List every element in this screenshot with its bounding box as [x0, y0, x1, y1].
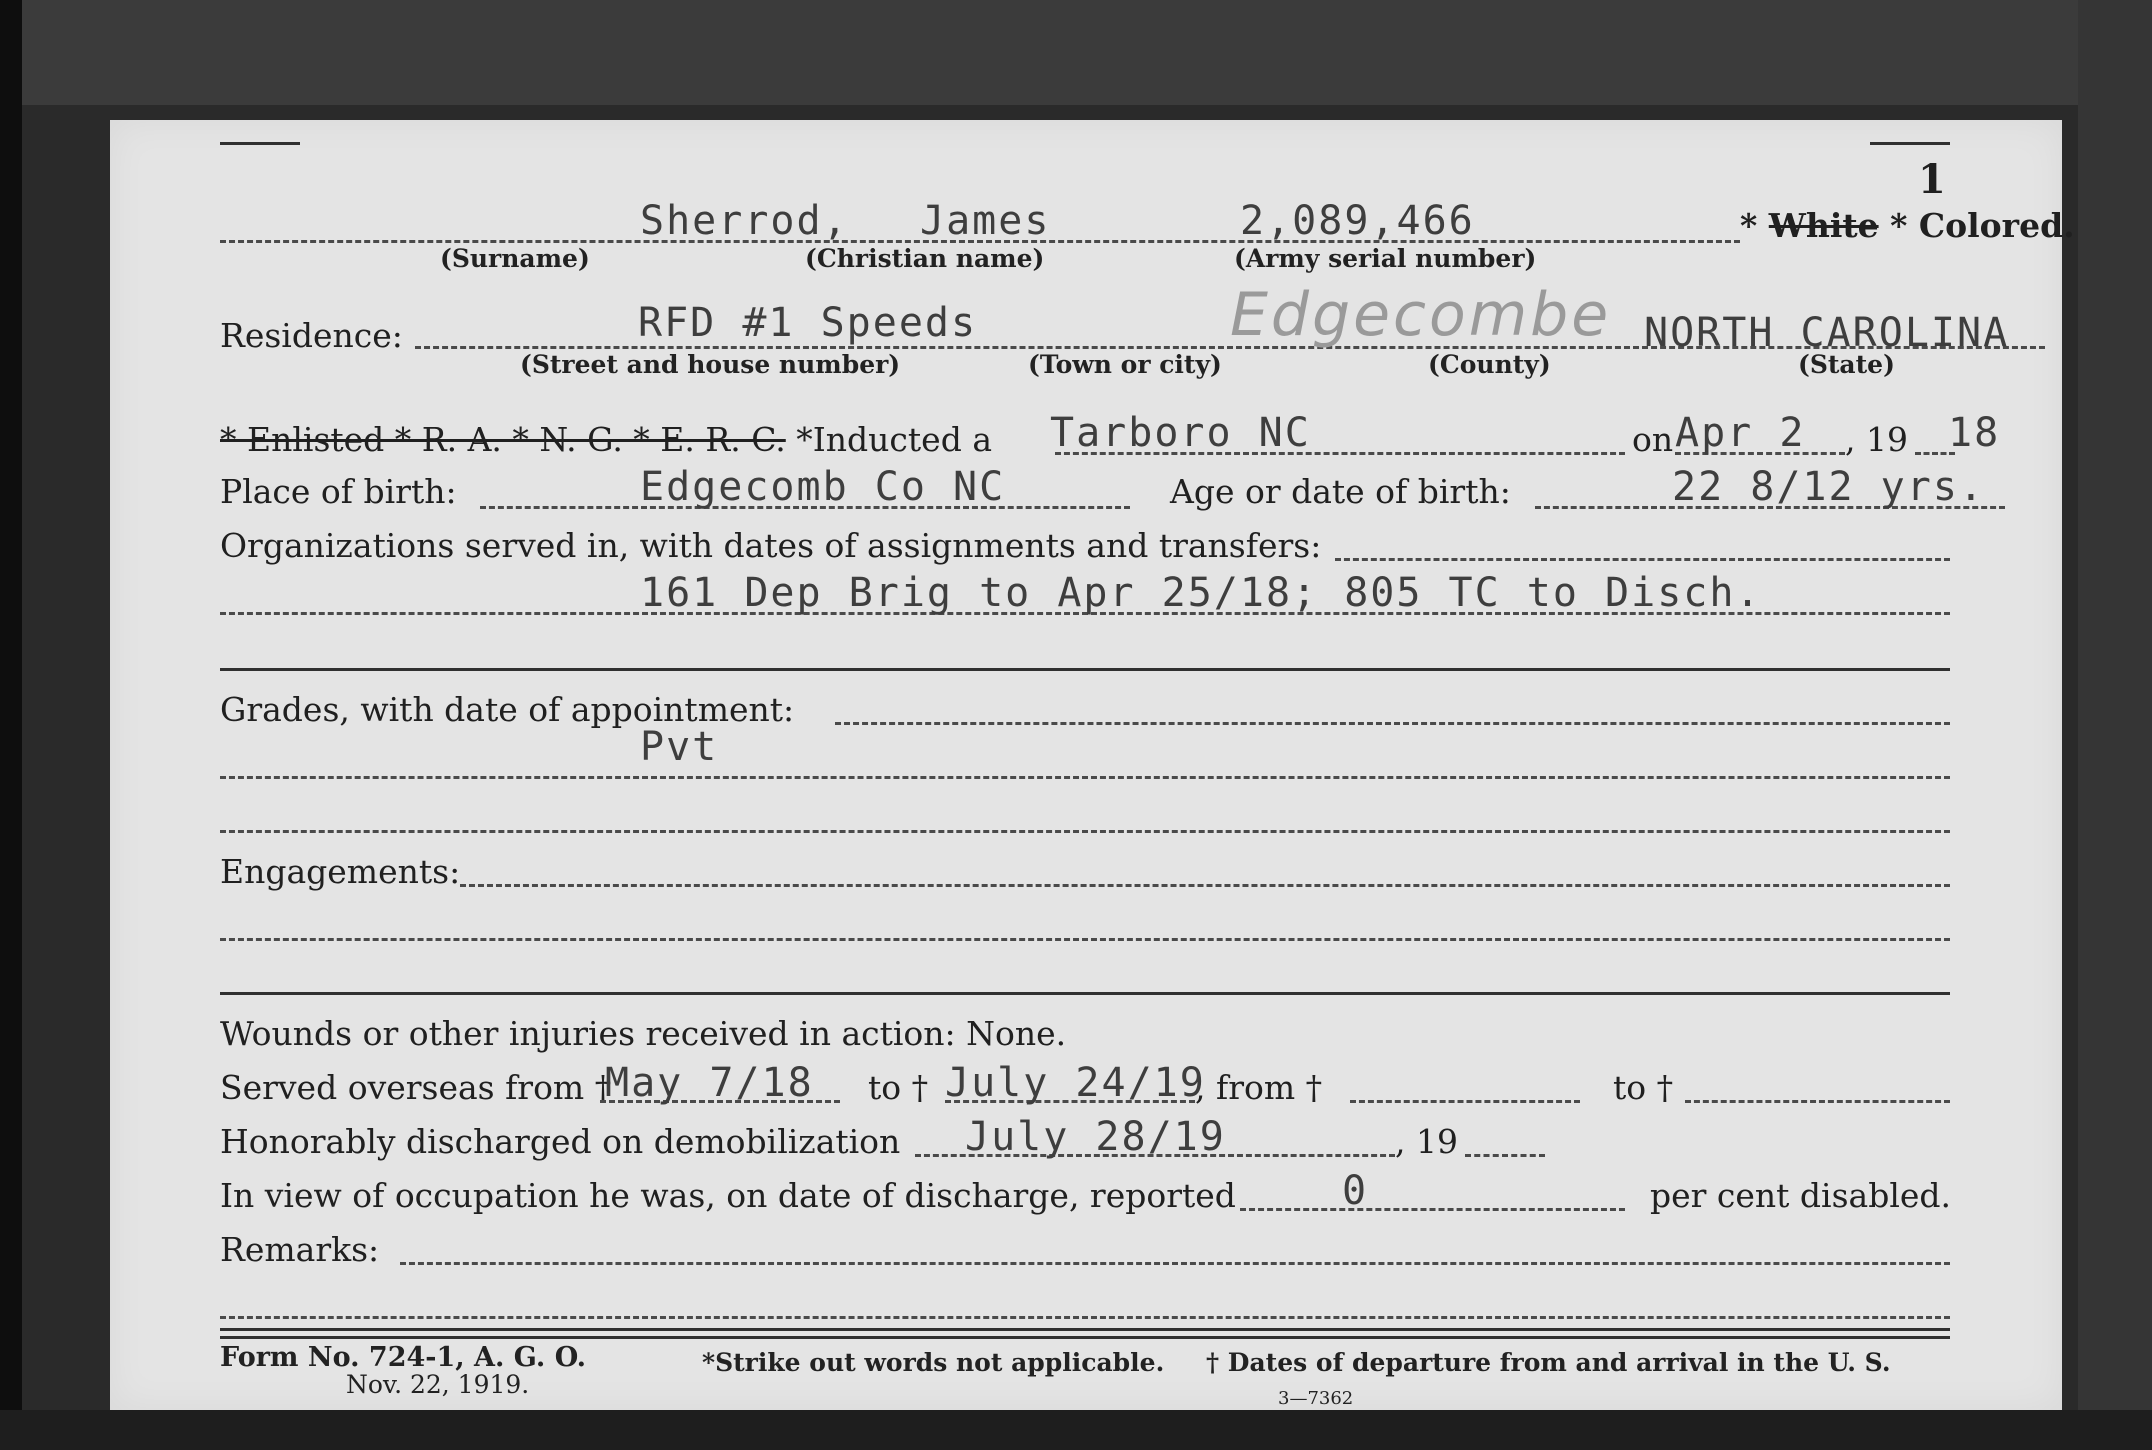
scanner-background-bottom [0, 1410, 2152, 1450]
grades-line-1 [835, 722, 1950, 725]
on-label: on [1632, 420, 1674, 459]
induction-date-typed: Apr 2 [1675, 410, 1806, 456]
age-label: Age or date of birth: [1170, 472, 1511, 511]
race-star-1: * [1740, 206, 1758, 245]
overseas-to-typed: July 24/19 [945, 1060, 1206, 1106]
inducted-place-typed: Tarboro NC [1050, 410, 1311, 456]
age-typed: 22 8/12 yrs. [1672, 464, 1985, 510]
organizations-typed: 161 Dep Brig to Apr 25/18; 805 TC to Disch. [640, 570, 1762, 616]
card-number: 1 [1918, 156, 1946, 203]
overseas-from-typed: May 7/18 [605, 1060, 814, 1106]
organizations-line-1 [1335, 558, 1950, 561]
residence-label: Residence: [220, 316, 403, 355]
race-colored: Colored. [1918, 206, 2075, 245]
overseas-to2-label: to † [1613, 1068, 1674, 1107]
christian-name-typed: James [920, 198, 1051, 244]
residence-state-typed: NORTH CAROLINA [1644, 310, 2010, 356]
organizations-label: Organizations served in, with dates of assignments and transfers: [220, 526, 1322, 565]
race-options [1740, 206, 2075, 245]
wounds-label: Wounds or other injuries received in action: None. [220, 1014, 1067, 1053]
state-caption: (State) [1798, 350, 1895, 379]
service-record-card [110, 120, 2075, 1410]
discharge-date-typed: July 28/19 [965, 1114, 1226, 1160]
residence-county-handwritten: Edgecombe [1230, 280, 1612, 350]
grades-line-3 [220, 830, 1950, 833]
enlistment-row [220, 420, 992, 459]
remarks-line-1 [400, 1262, 1950, 1265]
disability-line [1240, 1208, 1625, 1211]
place-of-birth-typed: Edgecomb Co NC [640, 464, 1006, 510]
print-code: 3—7362 [1278, 1388, 1354, 1409]
induction-year-label: , 19 [1845, 420, 1908, 459]
overseas-to2-line [1685, 1100, 1950, 1103]
discharge-label: Honorably discharged on demobilization [220, 1122, 901, 1161]
county-caption: (County) [1428, 350, 1551, 379]
organizations-line-3 [220, 668, 1950, 671]
overseas-from2-label: , from † [1195, 1068, 1323, 1107]
serial-number-typed: 2,089,466 [1240, 198, 1475, 244]
grades-line-2 [220, 776, 1950, 779]
scanner-background-left [0, 0, 22, 1450]
scanner-background-top [22, 0, 2152, 105]
form-number: Form No. 724-1, A. G. O. [220, 1342, 587, 1373]
remarks-label: Remarks: [220, 1230, 380, 1269]
race-star-2: * [1890, 206, 1908, 245]
town-caption: (Town or city) [1028, 350, 1222, 379]
disability-value-typed: 0 [1342, 1168, 1369, 1214]
induction-year-typed: 18 [1948, 410, 2001, 456]
overseas-from2-line [1350, 1100, 1580, 1103]
surname-typed: Sherrod, [640, 198, 849, 244]
discharge-year-line [1465, 1154, 1545, 1157]
grades-label: Grades, with date of appointment: [220, 690, 795, 729]
scanner-background-right [2078, 0, 2152, 1450]
disability-suffix: per cent disabled. [1650, 1176, 1952, 1215]
remarks-line-2 [220, 1316, 1950, 1319]
residence-street-typed: RFD #1 Speeds [638, 300, 978, 346]
overseas-to-label: to † [868, 1068, 929, 1107]
engagements-line-1 [460, 884, 1950, 887]
footer-rule-1 [220, 1328, 1950, 1331]
serial-number-caption: (Army serial number) [1234, 244, 1537, 273]
discharge-year-label: , 19 [1395, 1122, 1458, 1161]
engagements-line-2 [220, 938, 1950, 941]
overseas-label: Served overseas from † [220, 1068, 612, 1107]
top-left-rule [220, 142, 300, 145]
inducted-label: *Inducted a [796, 420, 992, 459]
surname-caption: (Surname) [440, 244, 590, 273]
enlistment-options-struck: * Enlisted * R. A. * N. G. * E. R. C. [220, 420, 786, 459]
engagements-line-3 [220, 992, 1950, 995]
strike-note: *Strike out words not applicable. [702, 1348, 1165, 1377]
christian-name-caption: (Christian name) [805, 244, 1045, 273]
street-caption: (Street and house number) [520, 350, 901, 379]
top-right-rule [1870, 142, 1950, 145]
grades-typed: Pvt [640, 724, 719, 770]
disability-label: In view of occupation he was, on date of discharge, reported [220, 1176, 1236, 1215]
dates-note: † Dates of departure from and arrival in the U. S. [1206, 1348, 1891, 1377]
form-date: Nov. 22, 1919. [346, 1370, 530, 1399]
place-of-birth-label: Place of birth: [220, 472, 457, 511]
footer-rule-2 [220, 1336, 1950, 1339]
race-white: White [1768, 206, 1879, 245]
engagements-label: Engagements: [220, 852, 461, 891]
